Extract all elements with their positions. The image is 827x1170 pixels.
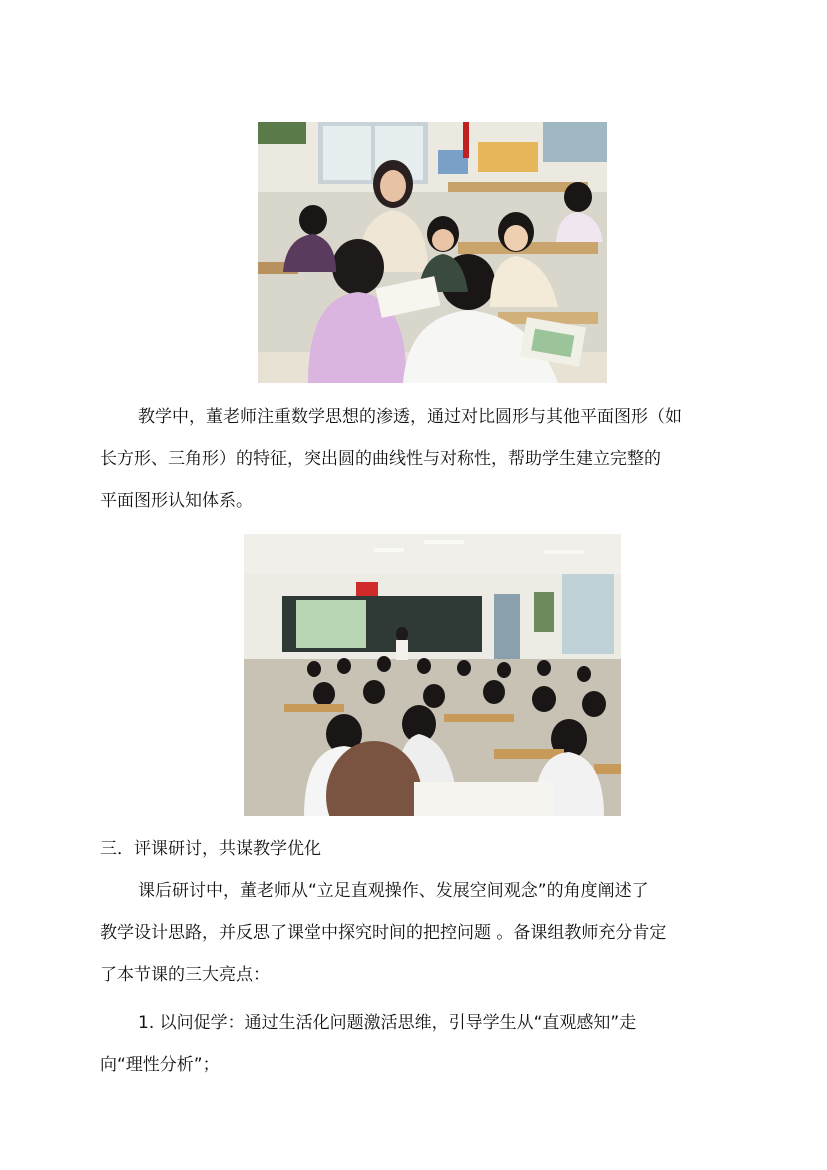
- classroom-wide-photo: [244, 534, 621, 816]
- highlight-item-1: [100, 1002, 740, 1086]
- photo-classroom-overview-icon: [244, 534, 621, 816]
- photo-teacher-with-students-icon: [258, 122, 607, 383]
- paragraph-teaching-method: [100, 396, 740, 522]
- paragraph-line: 教学设计思路，并反思了课堂中探究时间的把控问题 。备课组教师充分肯定: [100, 923, 667, 943]
- classroom-group-photo: [258, 122, 607, 383]
- paragraph-line: 长方形、三角形）的特征，突出圆的曲线性与对称性，帮助学生建立完整的: [100, 449, 661, 469]
- section-heading: [100, 828, 740, 870]
- paragraph-review-discussion: [100, 870, 740, 996]
- paragraph-line: 了本节课的三大亮点：: [100, 965, 270, 985]
- list-item-line: 1. 以问促学：通过生活化问题激活思维，引导学生从“直观感知”走: [138, 1013, 637, 1033]
- list-item-line: 向“理性分析”；: [100, 1055, 220, 1075]
- section-heading-text: 三．评课研讨，共谋教学优化: [100, 839, 321, 859]
- paragraph-line: 平面图形认知体系。: [100, 491, 253, 511]
- paragraph-line: 课后研讨中，董老师从“立足直观操作、发展空间观念”的角度阐述了: [138, 881, 649, 901]
- paragraph-line: 教学中，董老师注重数学思想的渗透，通过对比圆形与其他平面图形（如: [138, 407, 682, 427]
